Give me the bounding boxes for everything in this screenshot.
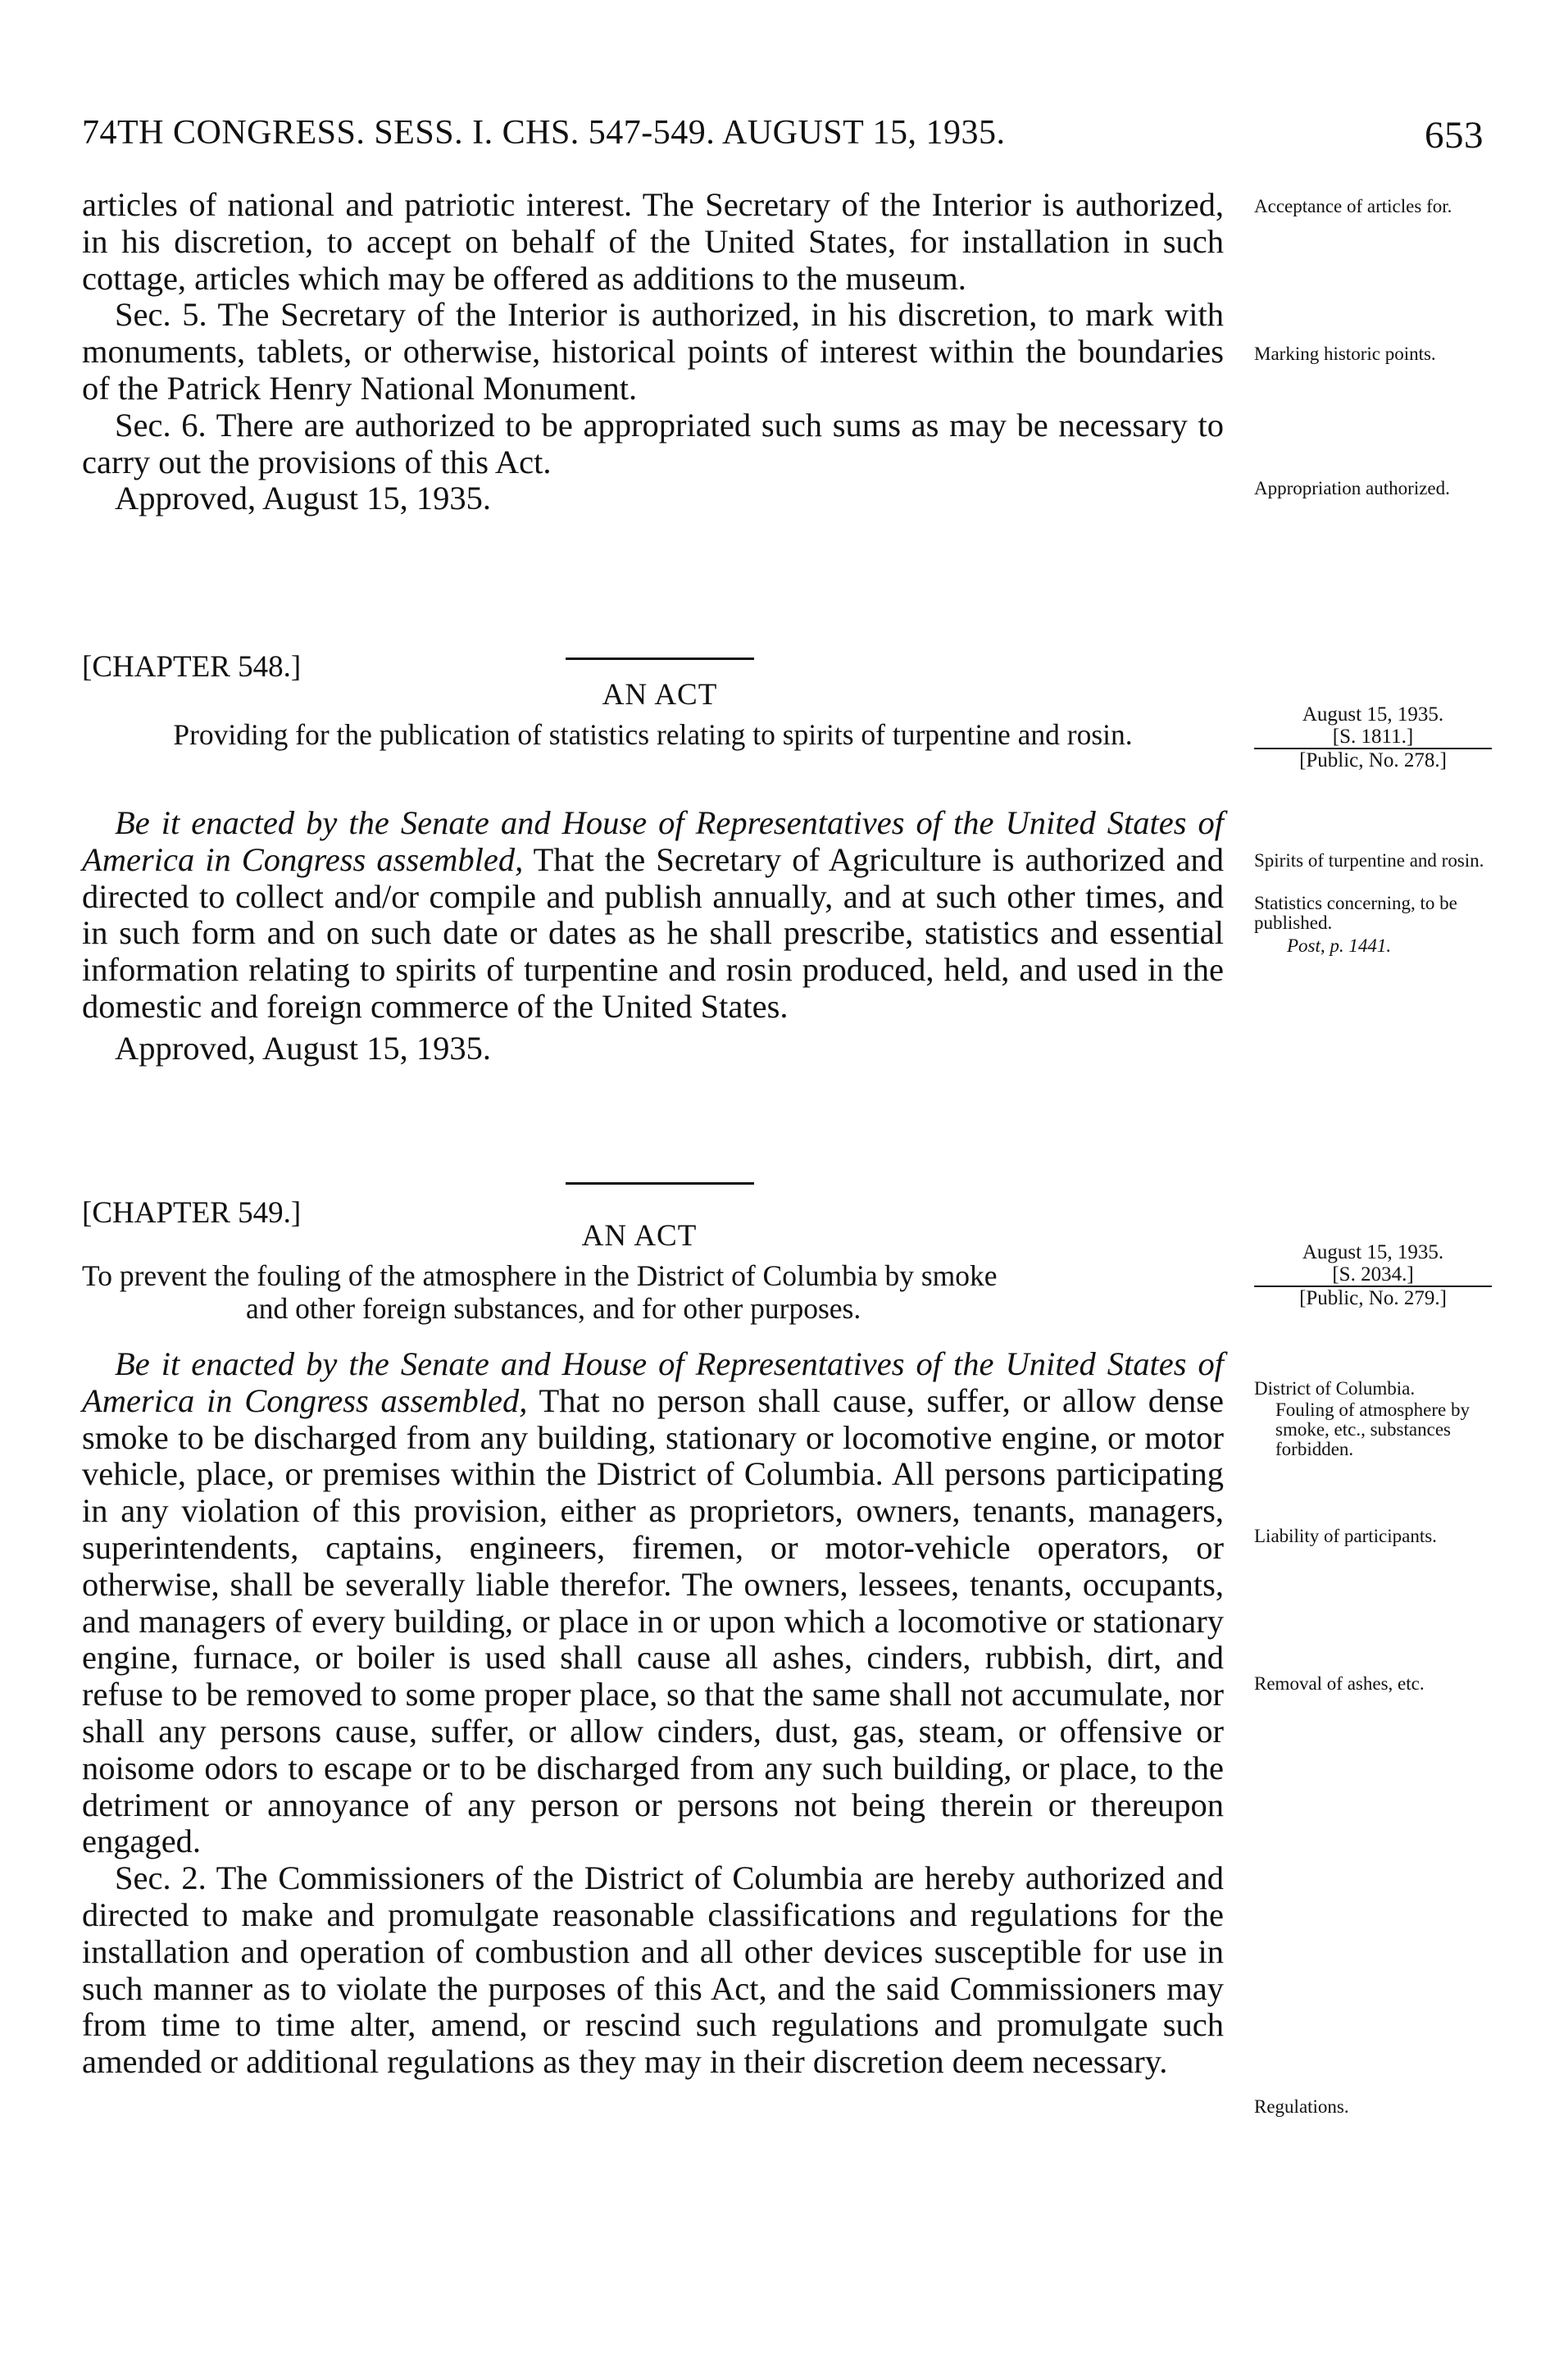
chapter-549-text [82,1346,1224,2081]
ch549-body: That no person shall cause, suffer, or allow dense smoke to be discharged from any building, stationary or locomotive engine, or motor vehicle, place, or premises within the District of Columbia. All persons participating in any violation of this provision, either as proprietors, owners, tenants, managers, superintendents, captains, engineers, firemen, or motor-vehicle operators, or otherwise, shall be severally liable therefor. The owners, lessees, tenants, occupants, and managers of every building, or place in or upon which a locomotive or stationary engine, furnace, or boiler is used shall cause all ashes, cinders, rubbish, dirt, and refuse to be removed to some proper place, so that the same shall not accumulate, nor shall any persons cause, suffer, or allow cinders, dust, gas, steam, or offensive or noisome odors to escape or to be discharged from any such building, or place, to the detriment or annoyance of any person or persons not being therein or thereupon engaged. [82,1381,1224,1860]
ch549-an-act: AN ACT [581,1219,698,1253]
ch549-date: August 15, 1935. [1302,1241,1444,1263]
ch548-chapter-label: [CHAPTER 548.] [82,650,302,684]
ch548-body: That the Secretary of Agriculture is authorized and directed to collect and/or compile and publish annually, and at such other times, and in such form and on such date or dates as he shall prescribe, statistics and essential information relating to spirits of turpentine and rosin produced, held, and used in the domestic and foreign commerce of the United States. [82,840,1224,1025]
chapter-548-text [82,805,1224,1067]
ch548-bill: [S. 1811.] [1254,726,1492,749]
note-post-ref [1254,936,1500,956]
chapter-547-text [82,187,1224,517]
ch549-section-2: Sec. 2. The Commissioners of the District of Columbia are hereby authorized and directed to make and promulgate reasonable classifications and regulations for the installation and operation of combustion and all other devices susceptible for use in such manner as to violate the purposes of this Act, and the said Commissioners may from time to time alter, amend, or rescind such regulations and promulgate such amended or additional regulations as they may in their discretion deem necessary. [82,1859,1224,2081]
ch549-date-block [1254,1241,1492,1309]
ch548-enacting-clause: Be it enacted by the Senate and House of Representatives of the United States of America in Congress assembled, [82,804,1224,878]
ch547-section-6: Sec. 6. There are authorized to be appropriated such sums as may be necessary to carry out the provisions of this Act. [82,406,1224,480]
ch547-approved: Approved, August 15, 1935. [115,480,491,517]
ch547-paragraph: articles of national and patriotic interest. The Secretary of the Interior is authorized, in his discretion, to accept on behalf of the United States, for installation in such cottage, articles which may be offered as additions to the museum. [82,186,1224,297]
ch549-chapter-label: [CHAPTER 549.] [82,1196,302,1230]
ch549-purpose-line-1: To prevent the fouling of the atmosphere in the District of Columbia by smoke [82,1259,998,1292]
post-ref: Post, p. 1441. [1287,935,1392,956]
note-regulations: Regulations. [1254,2096,1349,2117]
note-removal: Removal of ashes, etc. [1254,1673,1425,1694]
note-statistics: Statistics concerning, to be published. [1254,893,1457,933]
note-spirits: Spirits of turpentine and rosin. [1254,850,1484,871]
ch549-purpose-line-2: and other foreign substances, and for other purposes. [246,1292,861,1325]
ch548-date: August 15, 1935. [1302,703,1444,726]
divider-rule [566,1182,754,1185]
note-appropriation: Appropriation authorized. [1254,478,1450,498]
ch548-enacting-paragraph [82,805,1224,1026]
ch548-purpose: Providing for the publication of statistics relating to spirits of turpentine and rosin. [173,718,1133,751]
ch548-an-act: AN ACT [602,678,718,712]
divider-rule [566,658,754,660]
note-fouling: Fouling of atmosphere by smoke, etc., substances forbidden. [1275,1399,1470,1459]
ch547-section-5: Sec. 5. The Secretary of the Interior is authorized, in his discretion, to mark with monuments, tablets, or otherwise, historical points of interest within the boundaries of the Patrick Henry National Monument. [82,296,1224,407]
ch549-enacting-clause: Be it enacted by the Senate and House of Representatives of the United States of America in Congress assembled, [82,1345,1224,1419]
header-title: 74TH CONGRESS. SESS. I. CHS. 547-549. AUGUST 15, 1935. [82,114,1006,152]
ch549-public-number: [Public, No. 279.] [1299,1287,1447,1309]
note-marking: Marking historic points. [1254,344,1436,364]
page-number: 653 [1425,114,1484,157]
ch549-purpose [82,1259,1224,1325]
ch549-enacting-paragraph [82,1346,1224,1860]
ch548-public-number: [Public, No. 278.] [1299,749,1447,771]
ch548-date-block [1254,703,1492,771]
ch548-approved: Approved, August 15, 1935. [115,1029,491,1067]
note-liability: Liability of participants. [1254,1526,1437,1546]
running-header [82,113,1484,162]
ch549-bill: [S. 2034.] [1254,1263,1492,1287]
note-district: District of Columbia. [1254,1378,1416,1399]
note-acceptance: Acceptance of articles for. [1254,196,1452,216]
